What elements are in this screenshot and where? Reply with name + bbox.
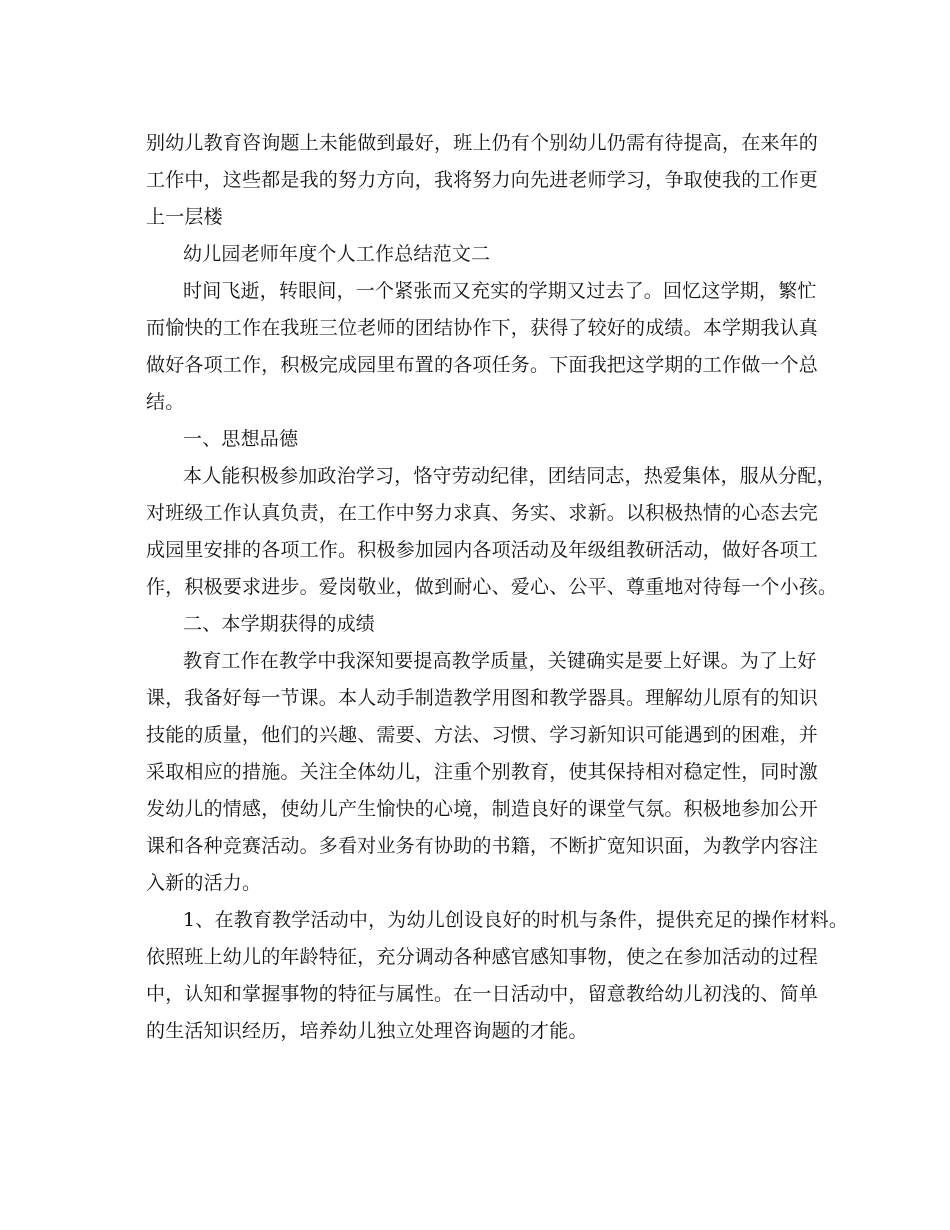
text-line: 技能的质量，他们的兴趣、需要、方法、习惯、学习新知识可能遇到的困难，并 — [146, 724, 819, 746]
text-line: 本人能积极参加政治学习，恪守劳动纪律，团结同志，热爱集体，服从分配， — [183, 465, 836, 487]
text-line: 的生活知识经历，培养幼儿独立处理咨询题的才能。 — [146, 1020, 588, 1042]
text-line: 课，我备好每一节课。本人动手制造教学用图和教学器具。理解幼儿原有的知识 — [146, 687, 819, 709]
text-line: 成园里安排的各项工作。积极参加园内各项活动及年级组教研活动，做好各项工 — [146, 539, 819, 561]
text-line: 工作中，这些都是我的努力方向，我将努力向先进老师学习，争取使我的工作更 — [146, 169, 819, 191]
text-line: 时间飞逝，转眼间，一个紧张而又充实的学期又过去了。回忆这学期，繁忙 — [183, 280, 817, 302]
text-line: 中，认知和掌握事物的特征与属性。在一日活动中，留意教给幼儿初浅的、简单 — [146, 983, 819, 1005]
text-line: 作，积极要求进步。爱岗敬业，做到耐心、爱心、公平、尊重地对待每一个小孩。 — [146, 576, 838, 598]
section-heading: 二、本学期获得的成绩 — [183, 613, 376, 635]
text-line: 上一层楼 — [146, 206, 223, 228]
section-heading: 一、思想品德 — [183, 428, 299, 450]
text-line: 别幼儿教育咨询题上未能做到最好，班上仍有个别幼儿仍需有待提高，在来年的 — [146, 132, 819, 154]
text-line: 依照班上幼儿的年龄特征，充分调动各种感官感知事物，使之在参加活动的过程 — [146, 946, 819, 968]
section-heading: 幼儿园老师年度个人工作总结范文二 — [183, 243, 491, 265]
text-line: 入新的活力。 — [146, 872, 262, 894]
text-line: 1、在教育教学活动中，为幼儿创设良好的时机与条件，提供充足的操作材料。 — [183, 909, 849, 931]
text-line: 课和各种竞赛活动。多看对业务有协助的书籍，不断扩宽知识面，为教学内容注 — [146, 835, 819, 857]
text-line: 做好各项工作，积极完成园里布置的各项任务。下面我把这学期的工作做一个总 — [146, 354, 819, 376]
text-line: 对班级工作认真负责，在工作中努力求真、务实、求新。以积极热情的心态去完 — [146, 502, 819, 524]
text-line: 教育工作在教学中我深知要提高教学质量，关键确实是要上好课。为了上好 — [183, 650, 817, 672]
text-line: 结。 — [146, 391, 185, 413]
text-line: 采取相应的措施。关注全体幼儿，注重个别教育，使其保持相对稳定性，同时激 — [146, 761, 819, 783]
text-line: 发幼儿的情感，使幼儿产生愉快的心境，制造良好的课堂气氛。积极地参加公开 — [146, 798, 819, 820]
text-line: 而愉快的工作在我班三位老师的团结协作下，获得了较好的成绩。本学期我认真 — [146, 317, 819, 339]
